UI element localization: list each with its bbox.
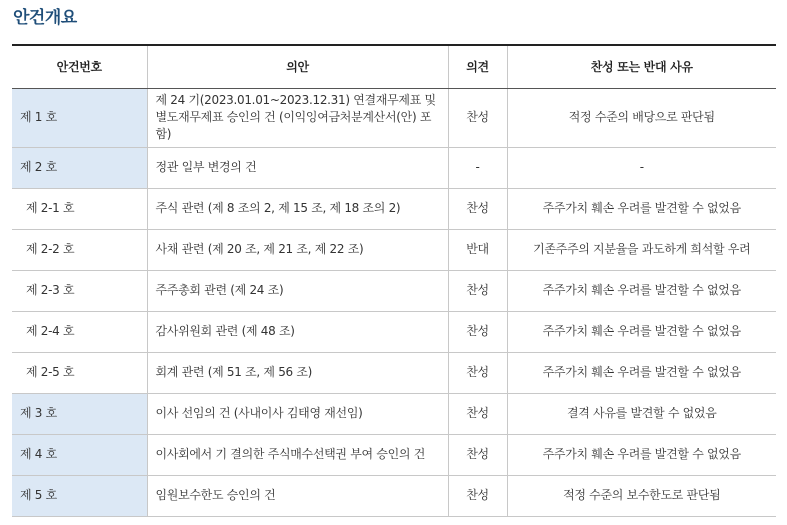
agenda-number: 제 1 호 — [12, 88, 147, 147]
opinion: 찬성 — [448, 188, 507, 229]
agenda-text: 제 24 기(2023.01.01~2023.12.31) 연결재무제표 및 별도재무제표 승인의 건 (이익잉여금처분계산서(안) 포함) — [147, 88, 448, 147]
header-opinion: 의견 — [448, 45, 507, 88]
agenda-number: 제 2-5 호 — [12, 352, 147, 393]
agenda-text: 정관 일부 변경의 건 — [147, 147, 448, 188]
table-row — [12, 352, 776, 393]
reason: 결격 사유를 발견할 수 없었음 — [507, 393, 776, 434]
agenda-number: 제 3 호 — [12, 393, 147, 434]
table-row — [12, 270, 776, 311]
table-row — [12, 434, 776, 475]
reason: 주주가치 훼손 우려를 발견할 수 없었음 — [507, 270, 776, 311]
table-row — [12, 311, 776, 352]
agenda-text: 사채 관련 (제 20 조, 제 21 조, 제 22 조) — [147, 229, 448, 270]
opinion: 찬성 — [448, 88, 507, 147]
agenda-number: 제 5 호 — [12, 475, 147, 516]
opinion: 반대 — [448, 229, 507, 270]
table-row — [12, 188, 776, 229]
opinion: 찬성 — [448, 393, 507, 434]
table-row — [12, 393, 776, 434]
table-row — [12, 88, 776, 147]
header-agenda: 의안 — [147, 45, 448, 88]
opinion: - — [448, 147, 507, 188]
agenda-text: 감사위원회 관련 (제 48 조) — [147, 311, 448, 352]
opinion: 찬성 — [448, 311, 507, 352]
opinion: 찬성 — [448, 434, 507, 475]
agenda-number: 제 2 호 — [12, 147, 147, 188]
agenda-text: 임원보수한도 승인의 건 — [147, 475, 448, 516]
agenda-text: 주주총회 관련 (제 24 조) — [147, 270, 448, 311]
table-row — [12, 229, 776, 270]
agenda-table — [12, 44, 776, 517]
header-reason: 찬성 또는 반대 사유 — [507, 45, 776, 88]
agenda-text: 이사 선임의 건 (사내이사 김태영 재선임) — [147, 393, 448, 434]
opinion: 찬성 — [448, 270, 507, 311]
agenda-number: 제 4 호 — [12, 434, 147, 475]
reason: 주주가치 훼손 우려를 발견할 수 없었음 — [507, 311, 776, 352]
table-row — [12, 475, 776, 516]
table-row — [12, 147, 776, 188]
opinion: 찬성 — [448, 352, 507, 393]
agenda-text: 회계 관련 (제 51 조, 제 56 조) — [147, 352, 448, 393]
opinion: 찬성 — [448, 475, 507, 516]
agenda-number: 제 2-4 호 — [12, 311, 147, 352]
agenda-number: 제 2-2 호 — [12, 229, 147, 270]
agenda-number: 제 2-1 호 — [12, 188, 147, 229]
reason: 주주가치 훼손 우려를 발견할 수 없었음 — [507, 434, 776, 475]
reason: 기존주주의 지분율을 과도하게 희석할 우려 — [507, 229, 776, 270]
reason: 주주가치 훼손 우려를 발견할 수 없었음 — [507, 352, 776, 393]
table-header-row — [12, 45, 776, 88]
agenda-text: 주식 관련 (제 8 조의 2, 제 15 조, 제 18 조의 2) — [147, 188, 448, 229]
reason: 적정 수준의 보수한도로 판단됨 — [507, 475, 776, 516]
reason: - — [507, 147, 776, 188]
agenda-number: 제 2-3 호 — [12, 270, 147, 311]
reason: 주주가치 훼손 우려를 발견할 수 없었음 — [507, 188, 776, 229]
header-agenda-number: 안건번호 — [12, 45, 147, 88]
agenda-text: 이사회에서 기 결의한 주식매수선택권 부여 승인의 건 — [147, 434, 448, 475]
reason: 적정 수준의 배당으로 판단됨 — [507, 88, 776, 147]
page-title: 안건개요 — [13, 8, 77, 28]
